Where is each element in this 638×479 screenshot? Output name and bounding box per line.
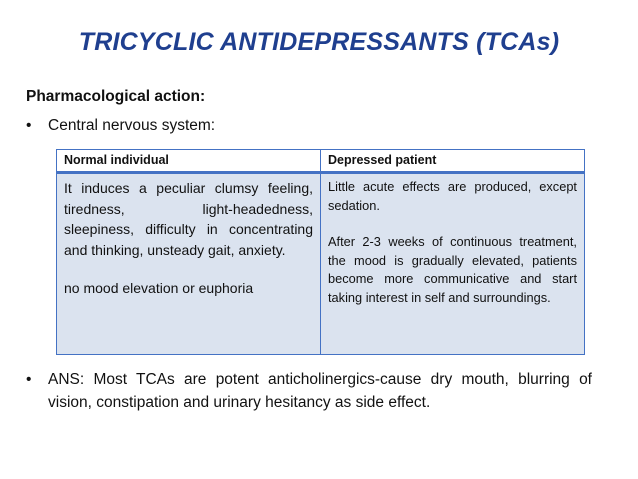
depressed-chronic-text: After 2-3 weeks of continuous treatment, the mood is gradually elevated, patients become more communicative and start taking interest in self and surroundings.	[328, 234, 577, 305]
bullet-cns	[26, 117, 215, 135]
normal-effects-text: It induces a peculiar clumsy feeling, tiredness, light-headedness, sleepiness, difficulty in concentrating and thinking, unsteady gait, anxiety.	[64, 180, 313, 258]
slide-title: TRICYCLIC ANTIDEPRESSANTS (TCAs)	[78, 28, 560, 56]
bullet-ans	[26, 369, 592, 414]
bullet-marker: •	[26, 371, 32, 388]
bullet-cns-text: Central nervous system:	[48, 117, 216, 134]
bullet-marker: •	[26, 117, 32, 134]
table-row	[57, 173, 585, 355]
depressed-acute-text: Little acute effects are produced, except sedation.	[328, 179, 577, 213]
section-heading: Pharmacological action:	[26, 88, 206, 105]
comparison-table	[56, 149, 585, 355]
header-normal-individual: Normal individual	[57, 150, 321, 173]
spacer	[328, 215, 577, 233]
normal-no-euphoria-text: no mood elevation or euphoria	[64, 280, 254, 296]
table-header-row	[57, 150, 585, 173]
spacer	[64, 260, 313, 278]
normal-individual-cell	[57, 173, 321, 355]
depressed-patient-cell	[321, 173, 585, 355]
bullet-ans-text: ANS: Most TCAs are potent anticholinergics-cause dry mouth, blurring of vision, constipation and urinary hesitancy as side effect.	[48, 371, 592, 411]
header-depressed-patient: Depressed patient	[321, 150, 585, 173]
